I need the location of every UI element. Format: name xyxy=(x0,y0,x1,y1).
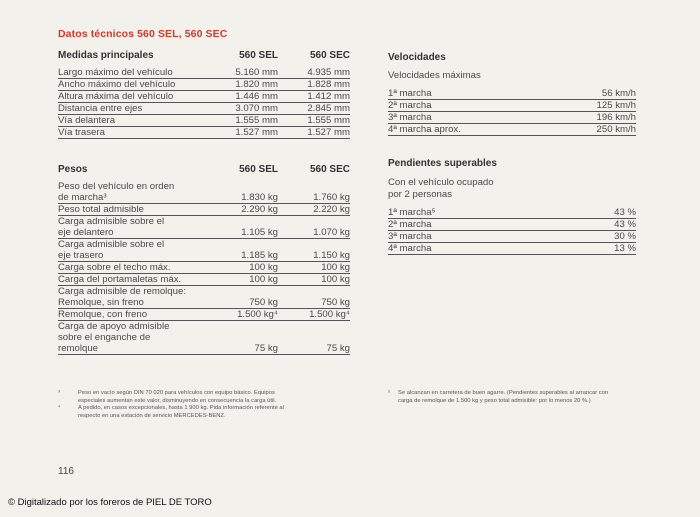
row-label: remolque xyxy=(58,343,226,355)
row-label: Carga admisible sobre el xyxy=(58,239,165,250)
row-label: Altura máxima del vehículo xyxy=(58,91,226,103)
value-560-sec: 1.070 kg xyxy=(278,227,350,239)
footnotes-right xyxy=(388,390,698,405)
value-560-sec: 100 kg xyxy=(278,262,350,274)
table-row xyxy=(58,227,350,239)
table-row xyxy=(58,309,350,321)
row-label: Carga sobre el techo máx. xyxy=(58,262,226,274)
gradients-subheading-2: por 2 personas xyxy=(388,189,452,200)
table-row xyxy=(58,192,350,204)
value-560-sec: 100 kg xyxy=(278,274,350,286)
weights-heading: Pesos xyxy=(58,164,88,175)
row-label: 4ª marcha aprox. xyxy=(388,124,558,136)
row-label: 2ª marcha xyxy=(388,219,558,231)
row-label: 1ª marcha xyxy=(388,88,558,100)
table-row xyxy=(58,321,350,333)
footnote-mark: ⁴ xyxy=(58,405,61,412)
table-row xyxy=(58,181,350,192)
row-label: Ancho máximo del vehículo xyxy=(58,79,226,91)
value-560-sel: 75 kg xyxy=(226,343,278,355)
col-sec-header: 560 SEC xyxy=(309,164,350,175)
page-title: Datos técnicos 560 SEL, 560 SEC xyxy=(58,28,228,40)
value-560-sel: 100 kg xyxy=(226,262,278,274)
value-560-sel: 3.070 mm xyxy=(226,103,278,115)
weights-table xyxy=(58,164,350,355)
value-560-sel: 1.527 mm xyxy=(226,127,278,139)
footnote-line: Peso en vacío según DIN 70 020 para vehículos con equipo básico. Equipos xyxy=(78,390,275,396)
footnote-line: especiales aumentan este valor, disminuyendo en consecuencia la carga útil. xyxy=(78,397,277,404)
table-row xyxy=(58,115,350,127)
value-560-sec xyxy=(278,216,350,228)
row-label: Remolque, sin freno xyxy=(58,297,226,309)
row-value: 196 km/h xyxy=(558,112,636,124)
gradients-table xyxy=(388,207,636,255)
value-560-sel: 1.105 kg xyxy=(226,227,278,239)
value-560-sel: 1.555 mm xyxy=(226,115,278,127)
value-560-sec xyxy=(278,286,350,298)
table-row xyxy=(58,79,350,91)
value-560-sec: 1.527 mm xyxy=(278,127,350,139)
value-560-sel xyxy=(226,216,278,228)
row-label: Vía delantera xyxy=(58,115,226,127)
value-560-sec: 1.150 kg xyxy=(278,250,350,262)
value-560-sel: 1.830 kg xyxy=(226,192,278,204)
row-value: 13 % xyxy=(558,243,636,255)
table-row xyxy=(58,262,350,274)
value-560-sel: 2.290 kg xyxy=(226,204,278,216)
table-row xyxy=(58,67,350,79)
value-560-sec xyxy=(278,332,350,343)
table-row xyxy=(58,274,350,286)
value-560-sel xyxy=(226,332,278,343)
row-label: de marcha³ xyxy=(58,192,226,204)
footnote-line: carga de remolque de 1.500 kg y peso total admisible: por lo menos 20 %.) xyxy=(398,397,591,404)
row-label: Carga admisible sobre el xyxy=(58,216,165,227)
row-label: 2ª marcha xyxy=(388,100,558,112)
dimensions-heading: Medidas principales xyxy=(58,50,154,61)
value-560-sec: 4.935 mm xyxy=(278,67,350,79)
row-label: Remolque, con freno xyxy=(58,309,226,321)
table-row xyxy=(58,343,350,355)
row-value: 43 % xyxy=(558,219,636,231)
row-label: eje trasero xyxy=(58,250,226,262)
row-label: eje delantero xyxy=(58,227,226,239)
row-value: 56 km/h xyxy=(558,88,636,100)
row-value: 250 km/h xyxy=(558,124,636,136)
row-value: 30 % xyxy=(558,231,636,243)
value-560-sec: 1.555 mm xyxy=(278,115,350,127)
value-560-sel xyxy=(226,321,278,333)
footnote-4 xyxy=(58,405,378,420)
table-row xyxy=(388,207,636,219)
row-label: 3ª marcha xyxy=(388,231,558,243)
footnote-line: Se alcanzan en carretera de buen agarre. (Pendientes superables al arrancar con xyxy=(398,390,609,396)
footnotes-left xyxy=(58,390,378,420)
footnote-5 xyxy=(388,390,698,405)
row-label: 1ª marcha⁵ xyxy=(388,207,558,219)
table-row xyxy=(388,219,636,231)
row-label: Carga de apoyo admisible xyxy=(58,321,170,332)
row-label: Distancia entre ejes xyxy=(58,103,226,115)
col-sec-header: 560 SEC xyxy=(309,50,350,61)
value-560-sel xyxy=(226,181,278,192)
value-560-sel: 750 kg xyxy=(226,297,278,309)
value-560-sel: 1.500 kg⁴ xyxy=(226,309,278,321)
value-560-sec: 1.760 kg xyxy=(278,192,350,204)
value-560-sel: 1.185 kg xyxy=(226,250,278,262)
value-560-sel: 1.820 mm xyxy=(226,79,278,91)
value-560-sec: 1.828 mm xyxy=(278,79,350,91)
table-row xyxy=(58,250,350,262)
row-label: Carga admisible de remolque: xyxy=(58,286,186,297)
dimensions-table xyxy=(58,50,350,139)
speeds-subheading: Velocidades máximas xyxy=(388,70,481,81)
footnote-mark: ³ xyxy=(58,390,60,396)
value-560-sec xyxy=(278,239,350,251)
table-row xyxy=(388,88,636,100)
row-value: 125 km/h xyxy=(558,100,636,112)
table-row xyxy=(58,204,350,216)
value-560-sec: 2.220 kg xyxy=(278,204,350,216)
row-value: 43 % xyxy=(558,207,636,219)
table-row xyxy=(388,112,636,124)
row-label: Peso del vehículo en orden xyxy=(58,181,175,192)
row-label: 4ª marcha xyxy=(388,243,558,255)
col-sel-header: 560 SEL xyxy=(239,50,278,61)
value-560-sec xyxy=(278,181,350,192)
value-560-sel xyxy=(226,239,278,251)
table-row xyxy=(58,103,350,115)
table-row xyxy=(58,91,350,103)
row-label: sobre el enganche de xyxy=(58,332,151,343)
row-label: Largo máximo del vehículo xyxy=(58,67,226,79)
speeds-heading: Velocidades xyxy=(388,52,446,63)
row-label: Peso total admisible xyxy=(58,204,226,216)
table-row xyxy=(388,243,636,255)
table-row xyxy=(58,239,350,251)
table-row xyxy=(58,127,350,139)
value-560-sec: 1.412 mm xyxy=(278,91,350,103)
value-560-sec: 75 kg xyxy=(278,343,350,355)
page-number: 116 xyxy=(58,466,74,477)
value-560-sec: 750 kg xyxy=(278,297,350,309)
footnote-line: respecto en una estación de servicio MERCEDES-BENZ. xyxy=(78,412,226,419)
row-label: Carga del portamaletas máx. xyxy=(58,274,226,286)
footnote-line: A pedido, en casos excepcionales, hasta 1 900 kg. Pida información referente al xyxy=(78,405,284,412)
footnote-mark: ⁵ xyxy=(388,390,391,396)
table-row xyxy=(58,216,350,228)
footnote-3 xyxy=(58,390,378,405)
table-row xyxy=(388,231,636,243)
gradients-subheading-1: Con el vehículo ocupado xyxy=(388,177,494,188)
value-560-sel: 5.160 mm xyxy=(226,67,278,79)
table-row xyxy=(388,100,636,112)
table-row xyxy=(58,297,350,309)
col-sel-header: 560 SEL xyxy=(239,164,278,175)
value-560-sel: 1.446 mm xyxy=(226,91,278,103)
value-560-sec: 1.500 kg⁴ xyxy=(278,309,350,321)
table-row xyxy=(388,124,636,136)
scan-credit: © Digitalizado por los foreros de PIEL DE TORO xyxy=(8,497,212,508)
gradients-heading: Pendientes superables xyxy=(388,158,497,169)
speeds-table xyxy=(388,88,636,136)
value-560-sel: 100 kg xyxy=(226,274,278,286)
value-560-sec xyxy=(278,321,350,333)
table-row xyxy=(58,286,350,298)
value-560-sel xyxy=(226,286,278,298)
row-label: Vía trasera xyxy=(58,127,226,139)
table-row xyxy=(58,332,350,343)
row-label: 3ª marcha xyxy=(388,112,558,124)
value-560-sec: 2.845 mm xyxy=(278,103,350,115)
